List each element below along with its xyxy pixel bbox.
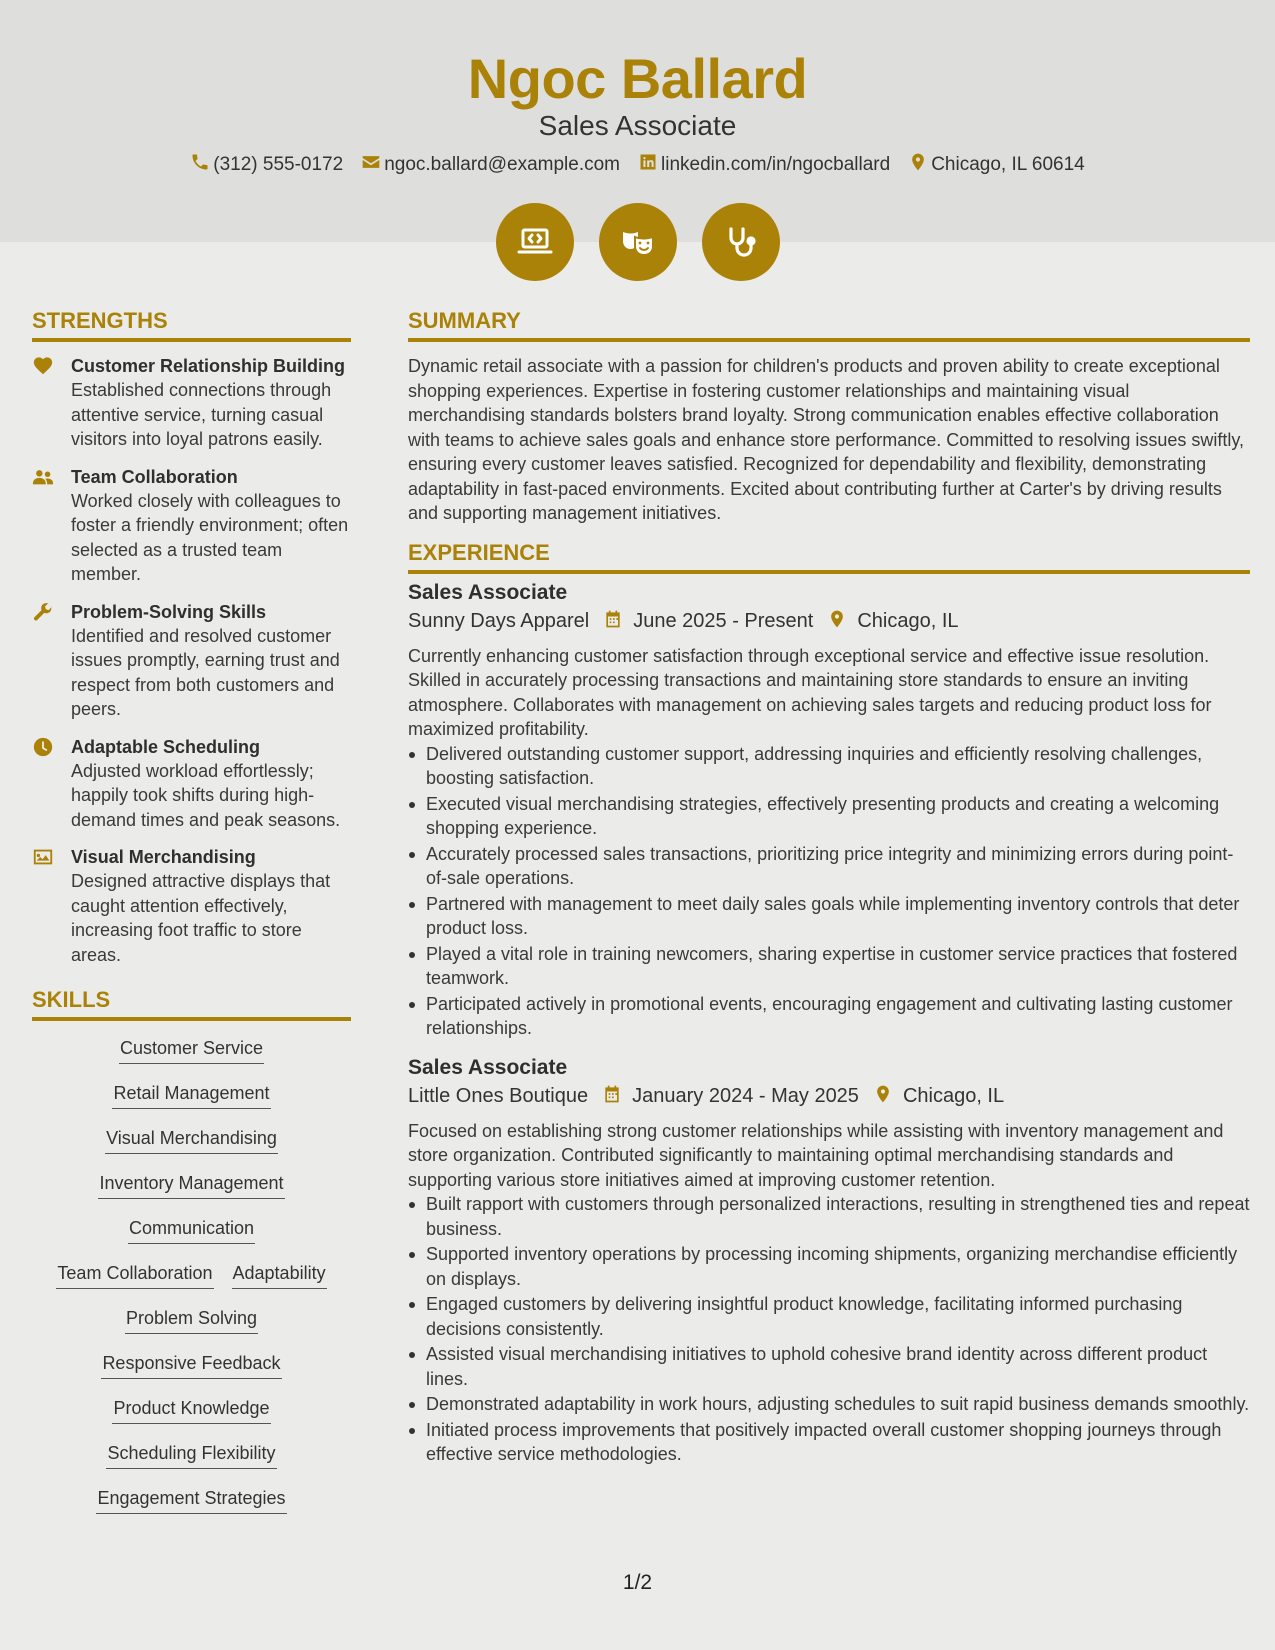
- job-bullets: [408, 742, 1250, 1041]
- strength-text: Identified and resolved customer issues promptly, earning trust and respect from both customers and peers.: [71, 625, 340, 719]
- contact-bar: [0, 152, 1275, 178]
- skill-tag: Visual Merchandising: [105, 1127, 278, 1154]
- wrench-icon: [32, 601, 54, 623]
- job-meta: [408, 606, 1250, 638]
- strength-item: [32, 354, 351, 452]
- strength-title: Team Collaboration: [71, 466, 238, 487]
- skill-tag: Communication: [128, 1217, 255, 1244]
- skill-tag: Inventory Management: [98, 1172, 284, 1199]
- page-number: 1/2: [622, 1571, 653, 1594]
- skills-list: [32, 1037, 351, 1532]
- strength-item: [32, 465, 351, 587]
- summary-text: Dynamic retail associate with a passion for children's products and proven ability to create exceptional shopping experiences. Expertise in fostering customer relationships and maintaining visual merchandising standards bolsters brand loyalty. Strong communication enables effective collaboration with teams to achieve sales goals and enhance store performance. Committed to resolving issues swiftly, ensuring every customer leaves satisfied. Recognized for dependability and flexibility, demonstrating adaptability in fast-paced environments. Excited about contributing further at Carter's by driving results and supporting management initiatives.: [408, 356, 1245, 523]
- list-item: Executed visual merchandising strategies, effectively presenting products and creating a welcoming shopping experience.: [408, 792, 1250, 841]
- strength-item: [32, 735, 351, 833]
- candidate-title: Sales Associate: [538, 110, 737, 141]
- interest-badges: [0, 203, 1275, 281]
- map-pin-icon: [813, 609, 857, 635]
- list-item: Demonstrated adaptability in work hours, adjusting schedules to suit rapid business demands smoothly.: [408, 1392, 1250, 1417]
- job-company: Little Ones Boutique: [408, 1085, 589, 1107]
- strengths-heading: STRENGTHS: [32, 308, 351, 342]
- phone-text: (312) 555-0172: [213, 154, 344, 175]
- theater-masks-icon: [599, 203, 677, 281]
- contact-phone: [190, 152, 343, 178]
- strength-title: Customer Relationship Building: [71, 356, 346, 376]
- skill-tag: Scheduling Flexibility: [106, 1442, 276, 1469]
- job-dates: June 2025 - Present: [633, 610, 814, 632]
- summary-heading: SUMMARY: [408, 308, 1250, 342]
- contact-location: [908, 152, 1085, 178]
- list-item: Engaged customers by delivering insightful product knowledge, facilitating informed purchasing decisions consistently.: [408, 1292, 1250, 1341]
- job-company: Sunny Days Apparel: [408, 610, 590, 632]
- calendar-icon: [588, 1084, 632, 1110]
- job-meta: [408, 1081, 1250, 1113]
- list-item: Participated actively in promotional events, encouraging engagement and cultivating lasting customer relationships.: [408, 992, 1250, 1041]
- right-column: [408, 308, 1250, 1481]
- heart-icon: [32, 355, 54, 377]
- calendar-icon: [589, 609, 633, 635]
- job-description: Currently enhancing customer satisfaction through exceptional service and effective issue resolution. Skilled in accurately processing transactions and maintaining store standards to ensure an inviting atmosphere. Collaborates with management on achieving sales targets and reducing product loss for maximized profitability.: [408, 645, 1212, 739]
- job-entry: [408, 1055, 1250, 1467]
- skill-tag: Engagement Strategies: [96, 1487, 286, 1514]
- contact-linkedin[interactable]: [638, 152, 890, 178]
- job-description: Focused on establishing strong customer relationships while assisting with inventory management and store organization. Contributed significantly to maintaining optimal merchandising standards and supporting various store initiatives aimed at improving customer retention.: [408, 1120, 1224, 1190]
- email-text[interactable]: ngoc.ballard@example.com: [384, 154, 620, 175]
- strength-text: Established connections through attentive service, turning casual visitors into loyal patrons easily.: [71, 380, 332, 449]
- skills-heading: SKILLS: [32, 987, 351, 1021]
- users-icon: [32, 466, 54, 488]
- list-item: Built rapport with customers through personalized interactions, resulting in strengthened ties and repeat business.: [408, 1192, 1250, 1241]
- list-item: Partnered with management to meet daily sales goals while implementing inventory controls that deter product loss.: [408, 892, 1250, 941]
- strength-text: Designed attractive displays that caught attention effectively, increasing foot traffic to store areas.: [71, 871, 331, 965]
- candidate-name: Ngoc Ballard: [467, 47, 808, 110]
- list-item: Supported inventory operations by processing incoming shipments, organizing merchandise efficiently on displays.: [408, 1242, 1250, 1291]
- list-item: Delivered outstanding customer support, addressing inquiries and efficiently resolving challenges, boosting satisfaction.: [408, 742, 1250, 791]
- list-item: Assisted visual merchandising initiatives to uphold cohesive brand identity across different product lines.: [408, 1342, 1250, 1391]
- experience-heading: EXPERIENCE: [408, 540, 1250, 574]
- left-column: [32, 308, 351, 1532]
- stethoscope-icon: [702, 203, 780, 281]
- job-location: Chicago, IL: [857, 610, 959, 632]
- clock-icon: [32, 736, 54, 758]
- skill-tag: Problem Solving: [125, 1307, 258, 1334]
- list-item: Accurately processed sales transactions, prioritizing price integrity and minimizing errors during point-of-sale operations.: [408, 842, 1250, 891]
- envelope-icon: [361, 152, 381, 178]
- job-role: Sales Associate: [408, 580, 568, 604]
- laptop-code-icon: [496, 203, 574, 281]
- job-location: Chicago, IL: [902, 1085, 1005, 1107]
- job-role: Sales Associate: [408, 1055, 568, 1079]
- strength-title: Visual Merchandising: [71, 847, 256, 867]
- contact-email[interactable]: [361, 152, 620, 178]
- list-item: Played a vital role in training newcomers, sharing expertise in customer service practices that fostered teamwork.: [408, 942, 1250, 991]
- job-bullets: [408, 1192, 1250, 1467]
- skill-tag: Customer Service: [119, 1037, 264, 1064]
- job-dates: January 2024 - May 2025: [632, 1085, 859, 1107]
- map-pin-icon: [908, 152, 928, 178]
- phone-icon: [190, 152, 210, 178]
- strength-item: [32, 845, 351, 967]
- strength-text: Adjusted workload effortlessly; happily took shifts during high-demand times and peak seasons.: [71, 760, 341, 830]
- strength-title: Problem-Solving Skills: [71, 601, 267, 622]
- skill-tag: Retail Management: [112, 1082, 270, 1109]
- skill-tag: Adaptability: [232, 1262, 327, 1289]
- skill-tag: Team Collaboration: [56, 1262, 213, 1289]
- map-pin-icon: [859, 1084, 903, 1110]
- strength-item: [32, 600, 351, 722]
- strength-title: Adaptable Scheduling: [71, 736, 261, 757]
- job-entry: [408, 580, 1250, 1041]
- list-item: Initiated process improvements that positively impacted overall customer shopping journeys through effective service methodologies.: [408, 1418, 1250, 1467]
- skill-tag: Product Knowledge: [112, 1397, 270, 1424]
- strength-text: Worked closely with colleagues to foster a friendly environment; often selected as a trusted team member.: [71, 490, 349, 584]
- location-text: Chicago, IL 60614: [931, 154, 1085, 175]
- linkedin-text[interactable]: linkedin.com/in/ngocballard: [661, 154, 891, 175]
- image-icon: [32, 846, 54, 868]
- linkedin-icon: [638, 152, 658, 178]
- skill-tag: Responsive Feedback: [101, 1352, 281, 1379]
